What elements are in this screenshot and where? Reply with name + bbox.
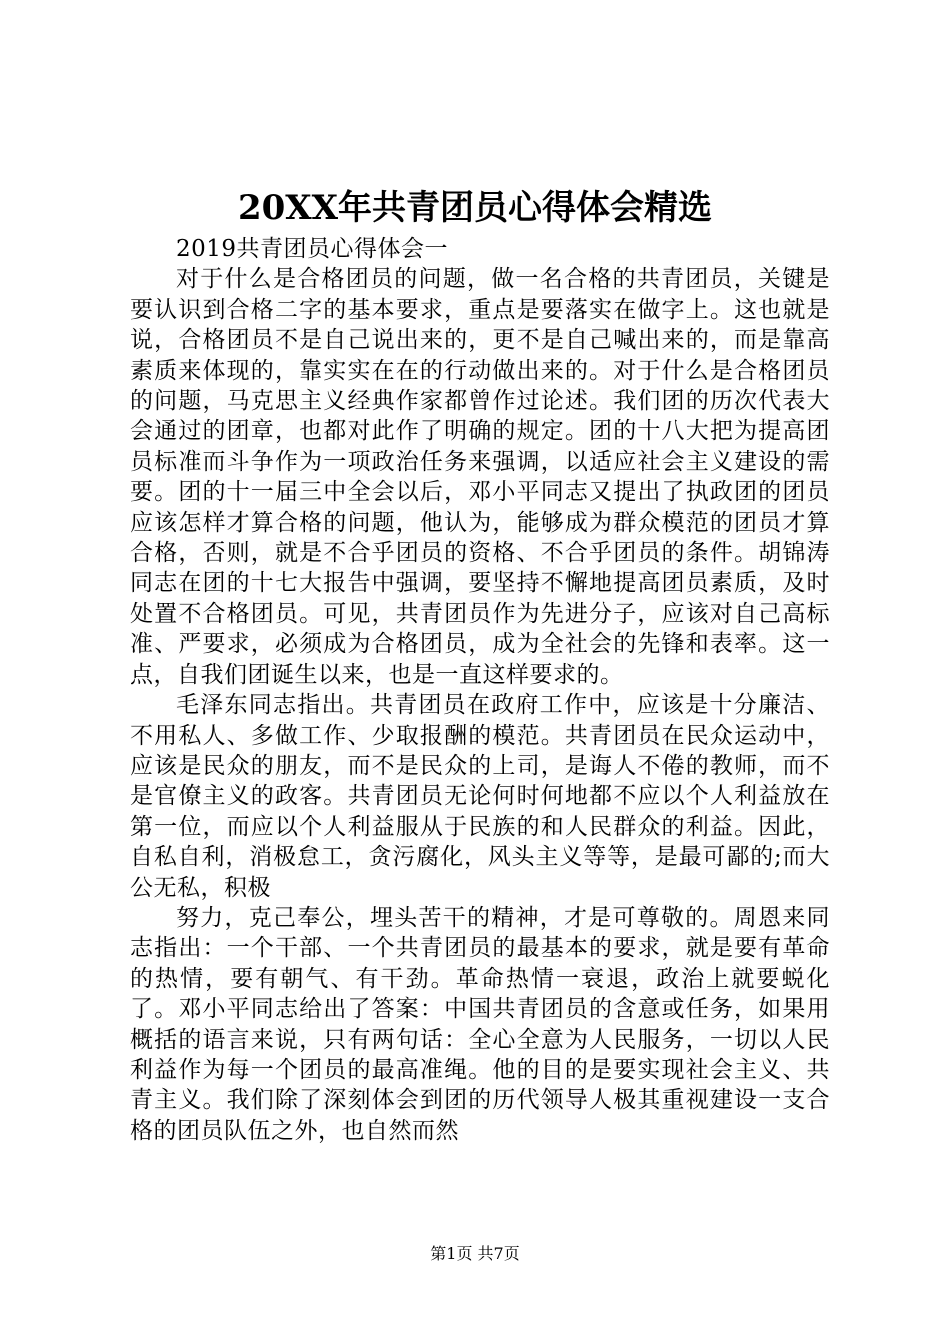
document-body	[130, 234, 830, 1146]
page-number: 第1页 共7页	[430, 1244, 520, 1263]
body-paragraph: 对于什么是合格团员的问题，做一名合格的共青团员，关键是要认识到合格二字的基本要求，重点是要落实在做字上。这也就是说，合格团员不是自己说出来的，更不是自己喊出来的，而是靠高素质来体现的，靠实实在在的行动做出来的。对于什么是合格团员的问题，马克思主义经典作家都曾作过论述。我们团的历次代表大会通过的团章，也都对此作了明确的规定。团的十八大把为提高团员标准而斗争作为一项政治任务来强调，以适应社会主义建设的需要。团的十一届三中全会以后，邓小平同志又提出了执政团的团员应该怎样才算合格的问题，他认为，能够成为群众模范的团员才算合格，否则，就是不合乎团员的资格、不合乎团员的条件。胡锦涛同志在团的十七大报告中强调，要坚持不懈地提高团员素质，及时处置不合格团员。可见，共青团员作为先进分子，应该对自己高标准、严要求，必须成为合格团员，成为全社会的先锋和表率。这一点，自我们团诞生以来，也是一直这样要求的。	[130, 266, 830, 688]
section-heading: 2019共青团员心得体会一	[176, 236, 449, 262]
body-paragraph: 毛泽东同志指出。共青团员在政府工作中，应该是十分廉洁、不用私人、多做工作、少取报酬的模范。共青团员在民众运动中，应该是民众的朋友，而不是民众的上司，是诲人不倦的教师，而不是官僚主义的政客。共青团员无论何时何地都不应以个人利益放在第一位，而应以个人利益服从于民族的和人民群众的利益。因此，自私自利，消极怠工，贪污腐化，风头主义等等，是最可鄙的;而大公无私，积极	[130, 692, 830, 901]
page-footer	[0, 1244, 950, 1264]
body-paragraph: 努力，克己奉公，埋头苦干的精神，才是可尊敬的。周恩来同志指出：一个干部、一个共青团员的最基本的要求，就是要有革命的热情，要有朝气、有干劲。革命热情一衰退，政治上就要蜕化了。邓小平同志给出了答案：中国共青团员的含意或任务，如果用概括的语言来说，只有两句话：全心全意为人民服务，一切以人民利益作为每一个团员的最高准绳。他的目的是要实现社会主义、共青主义。我们除了深刻体会到团的历代领导人极其重视建设一支合格的团员队伍之外，也自然而然	[130, 904, 830, 1144]
document-title: 20XX年共青团员心得体会精选	[237, 188, 713, 228]
